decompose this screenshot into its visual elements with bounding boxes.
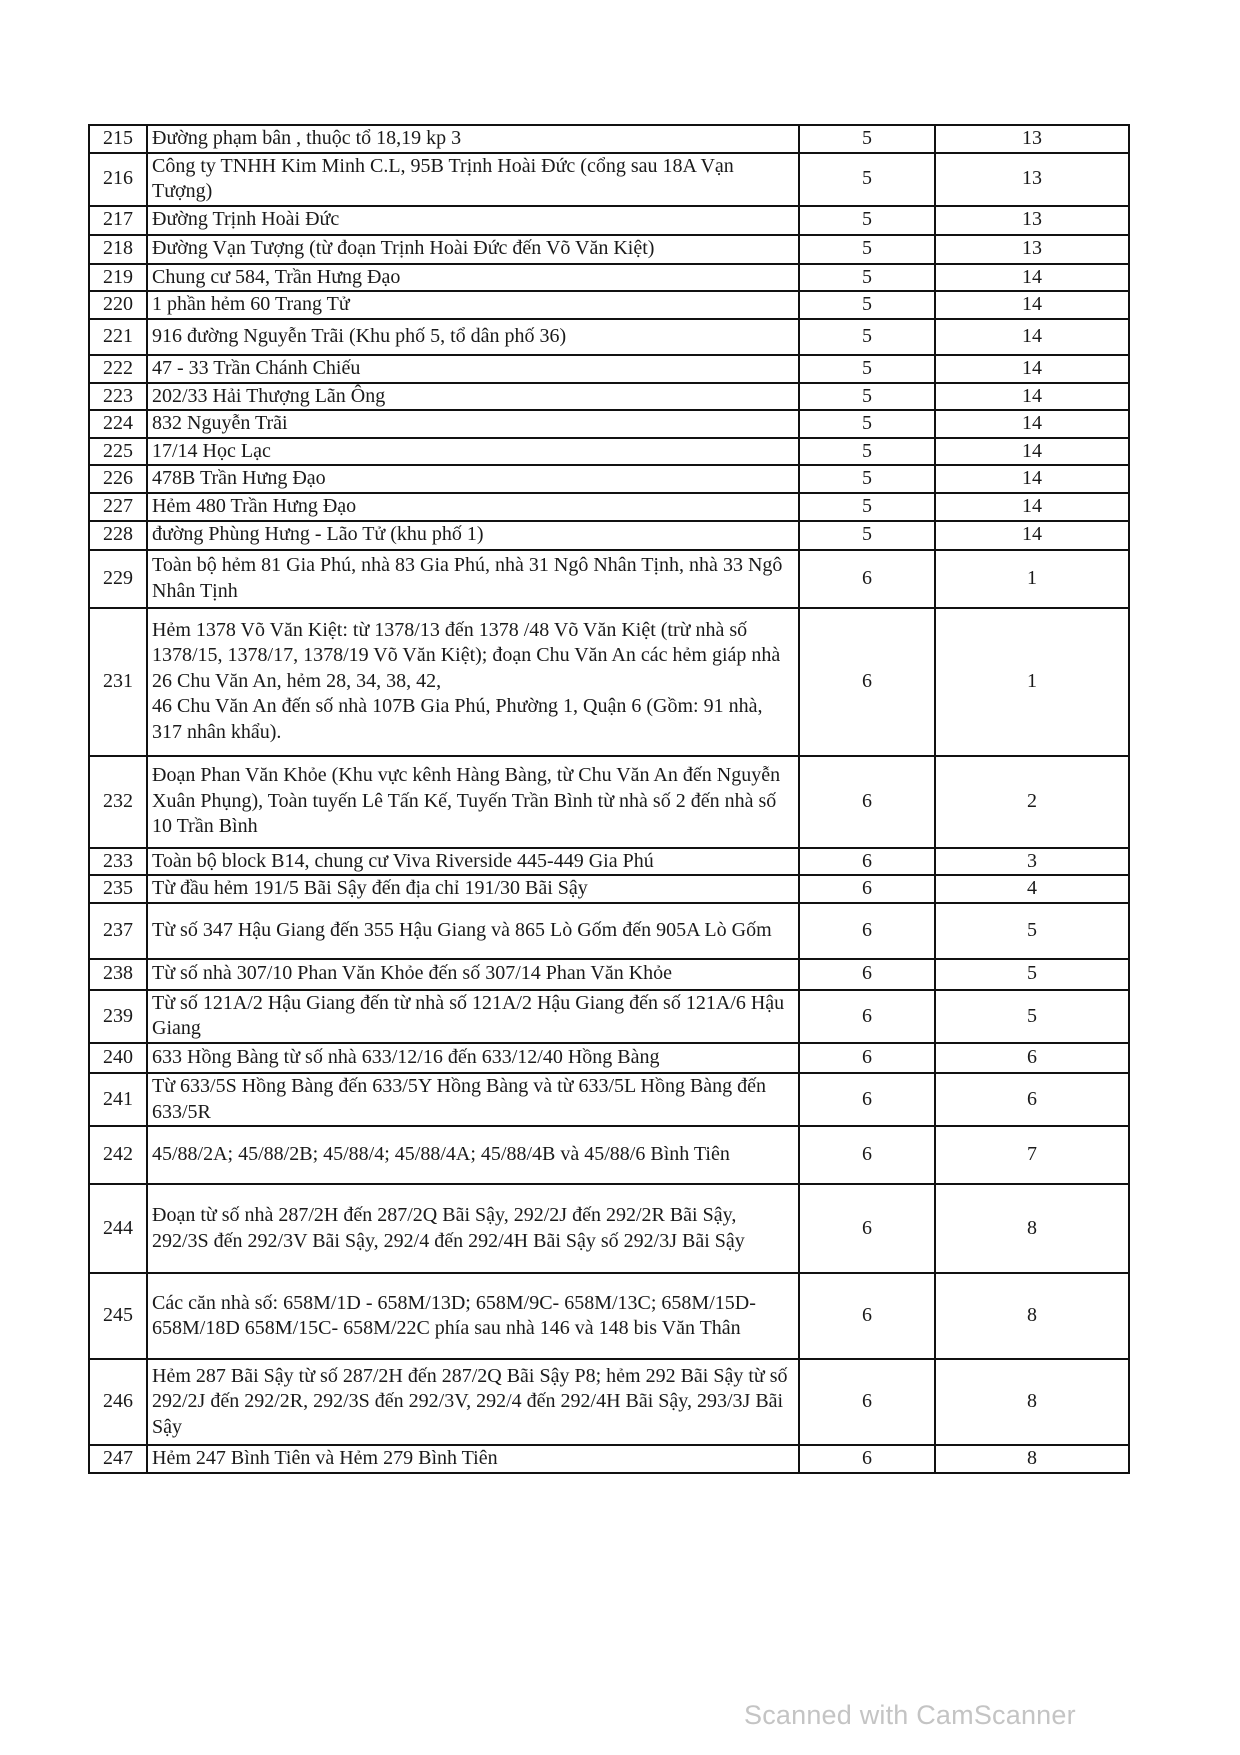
value-cell-a: 5 [799, 264, 935, 292]
table-row [89, 608, 1129, 756]
table-row [89, 848, 1129, 876]
row-number: 221 [89, 319, 147, 355]
value-cell-b: 13 [935, 206, 1129, 235]
location-cell: Hẻm 480 Trần Hưng Đạo [147, 493, 799, 521]
table-row [89, 903, 1129, 959]
table-row [89, 959, 1129, 990]
value-cell-a: 5 [799, 465, 935, 493]
location-table [88, 124, 1130, 1474]
value-cell-b: 3 [935, 848, 1129, 876]
value-cell-b: 5 [935, 903, 1129, 959]
value-cell-b: 14 [935, 383, 1129, 411]
row-number: 227 [89, 493, 147, 521]
row-number: 237 [89, 903, 147, 959]
location-cell: 478B Trần Hưng Đạo [147, 465, 799, 493]
value-cell-b: 14 [935, 355, 1129, 383]
row-number: 232 [89, 756, 147, 848]
value-cell-a: 6 [799, 1126, 935, 1184]
value-cell-a: 5 [799, 206, 935, 235]
table-row [89, 550, 1129, 608]
table-row [89, 1184, 1129, 1273]
row-number: 223 [89, 383, 147, 411]
value-cell-a: 6 [799, 756, 935, 848]
value-cell-b: 13 [935, 125, 1129, 153]
table-row [89, 465, 1129, 493]
row-number: 244 [89, 1184, 147, 1273]
row-number: 239 [89, 990, 147, 1043]
table-row [89, 990, 1129, 1043]
row-number: 222 [89, 355, 147, 383]
value-cell-b: 8 [935, 1445, 1129, 1473]
value-cell-a: 5 [799, 410, 935, 438]
value-cell-b: 13 [935, 235, 1129, 264]
row-number: 238 [89, 959, 147, 990]
row-number: 241 [89, 1073, 147, 1126]
row-number: 246 [89, 1359, 147, 1445]
value-cell-b: 14 [935, 410, 1129, 438]
table-body [89, 125, 1129, 1473]
row-number: 226 [89, 465, 147, 493]
row-number: 247 [89, 1445, 147, 1473]
table-row [89, 875, 1129, 903]
table-row [89, 264, 1129, 292]
table-row [89, 319, 1129, 355]
value-cell-b: 14 [935, 264, 1129, 292]
location-cell: 202/33 Hải Thượng Lãn Ông [147, 383, 799, 411]
value-cell-b: 4 [935, 875, 1129, 903]
location-cell: Từ số 347 Hậu Giang đến 355 Hậu Giang và 865 Lò Gốm đến 905A Lò Gốm [147, 903, 799, 959]
value-cell-a: 6 [799, 1273, 935, 1359]
location-cell: Đường Vạn Tượng (từ đoạn Trịnh Hoài Đức đến Võ Văn Kiệt) [147, 235, 799, 264]
value-cell-a: 6 [799, 550, 935, 608]
table-row [89, 438, 1129, 466]
location-cell: Đường phạm bân , thuộc tổ 18,19 kp 3 [147, 125, 799, 153]
value-cell-a: 6 [799, 903, 935, 959]
value-cell-a: 5 [799, 291, 935, 319]
table-row [89, 1359, 1129, 1445]
value-cell-a: 6 [799, 1043, 935, 1073]
value-cell-b: 6 [935, 1043, 1129, 1073]
location-cell: Hẻm 1378 Võ Văn Kiệt: từ 1378/13 đến 1378 /48 Võ Văn Kiệt (trừ nhà số 1378/15, 1378/17, 1378/19 Võ Văn Kiệt); đoạn Chu Văn An các hẻm giáp nhà 26 Chu Văn An, hẻm 28, 34, 38, 42, 46 Chu Văn An đến số nhà 107B Gia Phú, Phường 1, Quận 6 (Gồm: 91 nhà, 317 nhân khẩu). [147, 608, 799, 756]
value-cell-b: 8 [935, 1359, 1129, 1445]
value-cell-b: 14 [935, 521, 1129, 550]
table-row [89, 1126, 1129, 1184]
table-row [89, 1273, 1129, 1359]
value-cell-b: 14 [935, 291, 1129, 319]
value-cell-a: 5 [799, 153, 935, 206]
value-cell-a: 6 [799, 1445, 935, 1473]
location-cell: Đường Trịnh Hoài Đức [147, 206, 799, 235]
value-cell-a: 5 [799, 319, 935, 355]
table-row [89, 153, 1129, 206]
row-number: 219 [89, 264, 147, 292]
value-cell-a: 5 [799, 438, 935, 466]
value-cell-a: 5 [799, 235, 935, 264]
location-cell: Toàn bộ hẻm 81 Gia Phú, nhà 83 Gia Phú, nhà 31 Ngô Nhân Tịnh, nhà 33 Ngô Nhân Tịnh [147, 550, 799, 608]
row-number: 242 [89, 1126, 147, 1184]
value-cell-a: 6 [799, 1359, 935, 1445]
value-cell-b: 7 [935, 1126, 1129, 1184]
location-cell: Đoạn Phan Văn Khỏe (Khu vực kênh Hàng Bàng, từ Chu Văn An đến Nguyễn Xuân Phụng), Toàn tuyến Lê Tấn Kế, Tuyến Trần Bình từ nhà số 2 đến nhà số 10 Trần Bình [147, 756, 799, 848]
value-cell-b: 5 [935, 990, 1129, 1043]
value-cell-a: 6 [799, 1184, 935, 1273]
row-number: 231 [89, 608, 147, 756]
location-cell: 17/14 Học Lạc [147, 438, 799, 466]
value-cell-b: 14 [935, 319, 1129, 355]
row-number: 245 [89, 1273, 147, 1359]
location-cell: Toàn bộ block B14, chung cư Viva Riverside 445-449 Gia Phú [147, 848, 799, 876]
row-number: 228 [89, 521, 147, 550]
table-row [89, 1445, 1129, 1473]
value-cell-a: 6 [799, 848, 935, 876]
table-row [89, 1073, 1129, 1126]
location-cell: Công ty TNHH Kim Minh C.L, 95B Trịnh Hoài Đức (cổng sau 18A Vạn Tượng) [147, 153, 799, 206]
row-number: 224 [89, 410, 147, 438]
row-number: 233 [89, 848, 147, 876]
location-cell: Hẻm 247 Bình Tiên và Hẻm 279 Bình Tiên [147, 1445, 799, 1473]
value-cell-a: 5 [799, 493, 935, 521]
value-cell-b: 1 [935, 608, 1129, 756]
location-cell: 47 - 33 Trần Chánh Chiếu [147, 355, 799, 383]
table-row [89, 125, 1129, 153]
row-number: 220 [89, 291, 147, 319]
table-row [89, 756, 1129, 848]
table-row [89, 235, 1129, 264]
table-row [89, 410, 1129, 438]
location-cell: Chung cư 584, Trần Hưng Đạo [147, 264, 799, 292]
value-cell-a: 6 [799, 959, 935, 990]
location-cell: Từ 633/5S Hồng Bàng đến 633/5Y Hồng Bàng và từ 633/5L Hồng Bàng đến 633/5R [147, 1073, 799, 1126]
value-cell-a: 6 [799, 1073, 935, 1126]
table-row [89, 355, 1129, 383]
value-cell-b: 14 [935, 465, 1129, 493]
value-cell-b: 8 [935, 1273, 1129, 1359]
location-cell: đường Phùng Hưng - Lão Tử (khu phố 1) [147, 521, 799, 550]
value-cell-b: 2 [935, 756, 1129, 848]
camscanner-watermark: Scanned with CamScanner [744, 1700, 1076, 1730]
row-number: 218 [89, 235, 147, 264]
value-cell-a: 5 [799, 383, 935, 411]
value-cell-b: 5 [935, 959, 1129, 990]
value-cell-a: 6 [799, 990, 935, 1043]
table-row [89, 291, 1129, 319]
value-cell-a: 6 [799, 875, 935, 903]
row-number: 240 [89, 1043, 147, 1073]
location-cell: Hẻm 287 Bãi Sậy từ số 287/2H đến 287/2Q Bãi Sậy P8; hẻm 292 Bãi Sậy từ số 292/2J đến 292/2R, 292/3S đến 292/3V, 292/4 đến 292/4H Bãi Sậy, 293/3J Bãi Sậy [147, 1359, 799, 1445]
value-cell-b: 14 [935, 493, 1129, 521]
value-cell-a: 6 [799, 608, 935, 756]
location-cell: 916 đường Nguyễn Trãi (Khu phố 5, tổ dân phố 36) [147, 319, 799, 355]
table-row [89, 1043, 1129, 1073]
location-cell: Các căn nhà số: 658M/1D - 658M/13D; 658M/9C- 658M/13C; 658M/15D- 658M/18D 658M/15C- 658M/22C phía sau nhà 146 và 148 bis Văn Thân [147, 1273, 799, 1359]
value-cell-b: 8 [935, 1184, 1129, 1273]
value-cell-b: 1 [935, 550, 1129, 608]
location-cell: 1 phần hẻm 60 Trang Tử [147, 291, 799, 319]
row-number: 225 [89, 438, 147, 466]
location-cell: 45/88/2A; 45/88/2B; 45/88/4; 45/88/4A; 45/88/4B và 45/88/6 Bình Tiên [147, 1126, 799, 1184]
location-cell: Từ số nhà 307/10 Phan Văn Khỏe đến số 307/14 Phan Văn Khỏe [147, 959, 799, 990]
value-cell-a: 5 [799, 521, 935, 550]
location-cell: Đoạn từ số nhà 287/2H đến 287/2Q Bãi Sậy, 292/2J đến 292/2R Bãi Sậy, 292/3S đến 292/3V Bãi Sậy, 292/4 đến 292/4H Bãi Sậy số 292/3J Bãi Sậy [147, 1184, 799, 1273]
value-cell-b: 14 [935, 438, 1129, 466]
row-number: 217 [89, 206, 147, 235]
location-cell: Từ số 121A/2 Hậu Giang đến từ nhà số 121A/2 Hậu Giang đến số 121A/6 Hậu Giang [147, 990, 799, 1043]
row-number: 235 [89, 875, 147, 903]
location-cell: Từ đầu hẻm 191/5 Bãi Sậy đến địa chỉ 191/30 Bãi Sậy [147, 875, 799, 903]
location-cell: 832 Nguyễn Trãi [147, 410, 799, 438]
row-number: 216 [89, 153, 147, 206]
table-row [89, 493, 1129, 521]
value-cell-a: 5 [799, 355, 935, 383]
table-row [89, 521, 1129, 550]
value-cell-b: 13 [935, 153, 1129, 206]
location-cell: 633 Hồng Bàng từ số nhà 633/12/16 đến 633/12/40 Hồng Bàng [147, 1043, 799, 1073]
value-cell-a: 5 [799, 125, 935, 153]
value-cell-b: 6 [935, 1073, 1129, 1126]
row-number: 215 [89, 125, 147, 153]
row-number: 229 [89, 550, 147, 608]
table-row [89, 383, 1129, 411]
table-row [89, 206, 1129, 235]
